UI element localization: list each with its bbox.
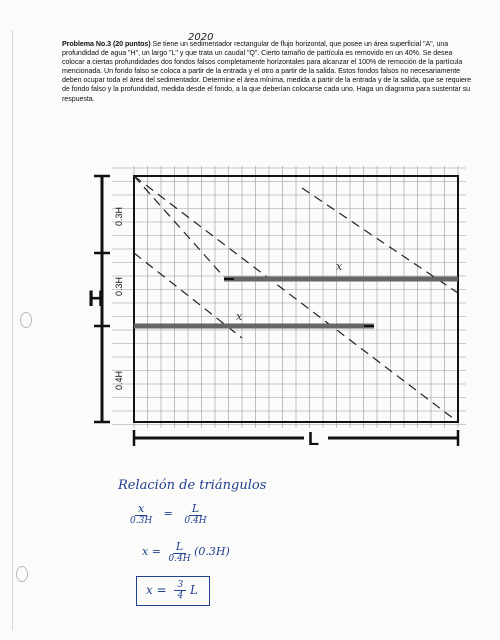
binder-hole	[20, 312, 32, 328]
margin-line	[12, 30, 13, 630]
answer-fraction: $\frac{3}{4}$	[174, 580, 186, 601]
solution-title-text: Relación de triángulos	[118, 478, 267, 493]
problem-title: Problema No.3 (20 puntos)	[62, 40, 151, 48]
grid	[112, 166, 466, 428]
answer-equation: x = $\frac{3}{4}$ L	[146, 580, 198, 601]
equals-sign: =	[163, 507, 173, 520]
problem-body: Se tiene un sedimentador rectangular de flujo horizontal, que posee un área superficial "A", una profundidad de agua "H", un largo "L" y que trata un caudal "Q". Cierto tamaño de partícula es removido en un 40%. Se desea colocar a ciertas profundidades dos fondos falsos completamente horizontales para alcanzar el 100% de remoción de la partícula mencionada. Un fondo falso se coloca a partir de la entrada y el otro a partir de la salida. Estos fondos falsos no necesariamente deben ocupar toda el área del sedimentador. Determine el área mínima, medida a partir de la entrada y de la salida, que se requiere de fondo falso y la profundidad, medida desde el fondo, a la que deberían colocarse cada uno. Haga un diagrama para sustentar su respuesta.	[62, 40, 472, 103]
fraction-right: $\frac{L}{0.4H}$	[184, 502, 207, 526]
handwritten-year: 2020	[188, 32, 214, 43]
segment-label-bottom: 0.4H	[114, 370, 124, 390]
equation-ratio	[130, 502, 207, 526]
fraction-left: $\frac{x}{0.3H}$	[130, 502, 153, 526]
solution-title	[118, 478, 266, 493]
fraction-l-over-h: $\frac{L}{0.4H}$	[168, 540, 191, 564]
length-label: L	[308, 429, 319, 449]
segment-label-top: 0.3H	[114, 206, 124, 226]
shelf-label-upper: x	[336, 260, 343, 273]
height-label: H	[88, 286, 104, 311]
binder-hole	[16, 566, 28, 582]
settler-diagram	[88, 158, 472, 449]
equation-solve-x: x = $\frac{L}{0.4H}$ (0.3H)	[142, 540, 230, 564]
shelf-label-lower: x	[236, 310, 243, 323]
segment-label-middle: 0.3H	[114, 276, 124, 296]
problem-statement	[62, 40, 474, 104]
